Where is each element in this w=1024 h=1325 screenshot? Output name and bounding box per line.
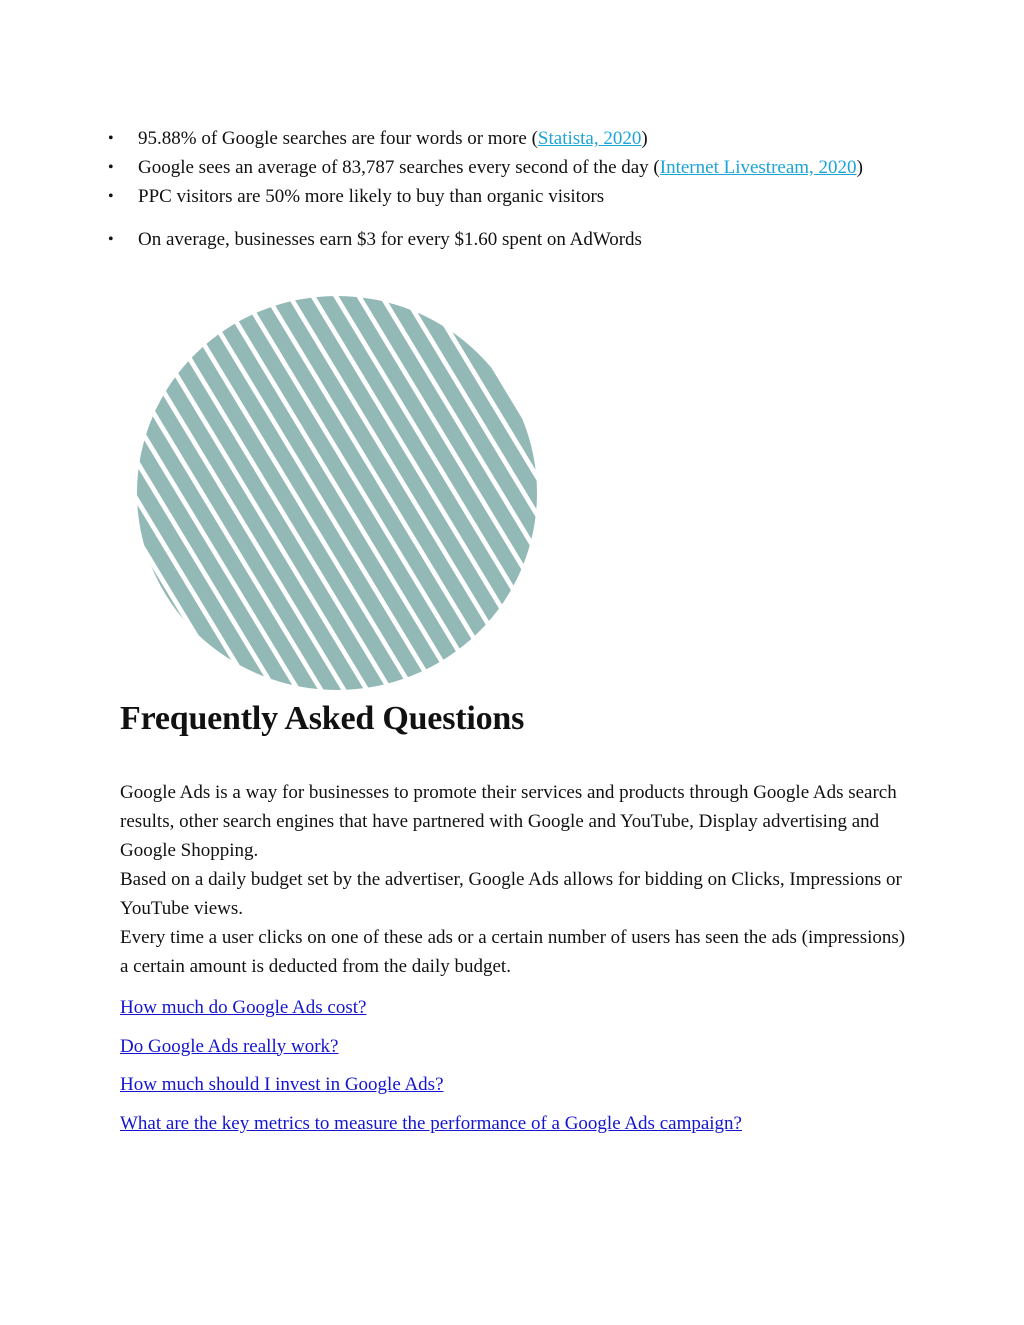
stat-text: On average, businesses earn $3 for every $1.60 spent on AdWords: [138, 229, 642, 250]
faq-link-work[interactable]: Do Google Ads really work?: [120, 1035, 339, 1057]
faq-intro: [120, 778, 910, 981]
faq-link-cost[interactable]: How much do Google Ads cost?: [120, 997, 367, 1018]
list-item: [120, 1109, 742, 1138]
stat-item: [104, 124, 904, 153]
intro-paragraph: Every time a user clicks on one of these ads or a certain number of users has seen the ads (impressions) a certain amount is deducted from the daily budget.: [120, 927, 906, 977]
stat-item: [104, 182, 904, 211]
faq-links: [120, 993, 742, 1147]
citation-link[interactable]: Internet Livestream, 2020: [659, 157, 857, 178]
faq-link-metrics[interactable]: What are the key metrics to measure the performance of a Google Ads campaign?: [120, 1112, 742, 1134]
faq-link-invest[interactable]: How much should I invest in Google Ads?: [120, 1074, 444, 1096]
list-item: [120, 1070, 742, 1099]
stat-text: 95.88% of Google searches are four words or more (: [138, 128, 538, 149]
faq-title: Frequently Asked Questions: [120, 700, 525, 737]
citation-link[interactable]: Statista, 2020: [537, 128, 642, 149]
list-item: [120, 1032, 742, 1061]
stats-list: [104, 124, 904, 254]
striped-circle-icon: [136, 294, 540, 694]
stat-text: PPC visitors are 50% more likely to buy than organic visitors: [138, 186, 605, 207]
stat-item: [104, 225, 904, 254]
intro-paragraph: Based on a daily budget set by the advertiser, Google Ads allows for bidding on Clicks, Impressions or YouTube views.: [120, 869, 902, 919]
stat-suffix: ): [856, 157, 863, 178]
stat-text: Google sees an average of 83,787 searches every second of the day (: [138, 157, 660, 178]
stat-item: [104, 153, 904, 182]
stat-suffix: ): [641, 128, 648, 149]
list-item: [120, 993, 742, 1022]
intro-paragraph: Google Ads is a way for businesses to promote their services and products through Google Ads search results, other search engines that have partnered with Google and YouTube, Display advertising and Google Shopping.: [120, 782, 897, 861]
